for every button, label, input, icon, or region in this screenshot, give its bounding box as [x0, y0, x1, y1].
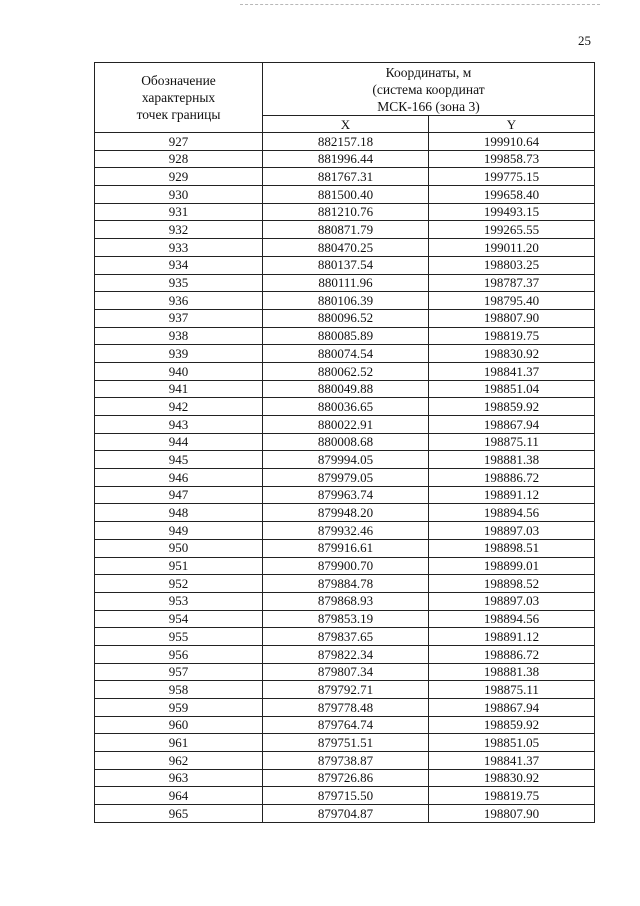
y-coordinate-cell: 198851.04	[429, 380, 595, 398]
table-row	[95, 663, 595, 681]
table-row	[95, 292, 595, 310]
table-row	[95, 752, 595, 770]
x-coordinate-cell: 882157.18	[263, 133, 429, 151]
point-number-cell: 959	[95, 699, 263, 717]
x-coordinate-cell: 880074.54	[263, 345, 429, 363]
table-row	[95, 734, 595, 752]
y-coordinate-cell: 198807.90	[429, 805, 595, 823]
table-row	[95, 486, 595, 504]
table-row	[95, 380, 595, 398]
y-coordinate-cell: 198881.38	[429, 663, 595, 681]
table-header	[95, 63, 595, 133]
table-row	[95, 575, 595, 593]
page-number: 25	[578, 33, 591, 48]
y-coordinate-cell: 198787.37	[429, 274, 595, 292]
y-coordinate-cell: 198795.40	[429, 292, 595, 310]
table-row	[95, 592, 595, 610]
y-coordinate-cell: 198830.92	[429, 345, 595, 363]
table-row	[95, 681, 595, 699]
point-number-cell: 954	[95, 610, 263, 628]
table-row	[95, 274, 595, 292]
x-coordinate-cell: 880049.88	[263, 380, 429, 398]
table-row	[95, 716, 595, 734]
point-number-cell: 935	[95, 274, 263, 292]
point-number-cell: 961	[95, 734, 263, 752]
point-number-cell: 940	[95, 362, 263, 380]
y-coordinate-cell: 198894.56	[429, 504, 595, 522]
x-coordinate-cell: 880062.52	[263, 362, 429, 380]
point-number-cell: 937	[95, 309, 263, 327]
table-row	[95, 221, 595, 239]
point-number-cell: 927	[95, 133, 263, 151]
y-coordinate-cell: 199011.20	[429, 239, 595, 257]
x-coordinate-cell: 879853.19	[263, 610, 429, 628]
point-number-cell: 932	[95, 221, 263, 239]
x-coordinate-cell: 879932.46	[263, 522, 429, 540]
point-number-cell: 950	[95, 539, 263, 557]
y-coordinate-cell: 199910.64	[429, 133, 595, 151]
table-row	[95, 699, 595, 717]
header-y: Y	[429, 116, 595, 133]
x-coordinate-cell: 879807.34	[263, 663, 429, 681]
point-number-cell: 947	[95, 486, 263, 504]
x-coordinate-cell: 879704.87	[263, 805, 429, 823]
point-number-cell: 944	[95, 433, 263, 451]
y-coordinate-cell: 198803.25	[429, 256, 595, 274]
point-number-cell: 945	[95, 451, 263, 469]
header-coords-line-2: (система координат	[372, 81, 485, 97]
table-row	[95, 539, 595, 557]
table-row	[95, 168, 595, 186]
point-number-cell: 958	[95, 681, 263, 699]
header-coords-line-1: Координаты, м	[385, 64, 472, 80]
y-coordinate-cell: 198897.03	[429, 522, 595, 540]
point-number-cell: 931	[95, 203, 263, 221]
x-coordinate-cell: 879948.20	[263, 504, 429, 522]
table-row	[95, 150, 595, 168]
table-row	[95, 645, 595, 663]
y-coordinate-cell: 198886.72	[429, 469, 595, 487]
point-number-cell: 946	[95, 469, 263, 487]
point-number-cell: 963	[95, 769, 263, 787]
point-number-cell: 955	[95, 628, 263, 646]
x-coordinate-cell: 879792.71	[263, 681, 429, 699]
point-number-cell: 952	[95, 575, 263, 593]
header-points-cell	[95, 63, 263, 133]
x-coordinate-cell: 879764.74	[263, 716, 429, 734]
x-coordinate-cell: 879837.65	[263, 628, 429, 646]
table-row	[95, 628, 595, 646]
y-coordinate-cell: 198894.56	[429, 610, 595, 628]
y-coordinate-cell: 198897.03	[429, 592, 595, 610]
header-coordinates-cell	[263, 63, 595, 116]
point-number-cell: 939	[95, 345, 263, 363]
table-row	[95, 451, 595, 469]
table-row	[95, 239, 595, 257]
table-row	[95, 186, 595, 204]
x-coordinate-cell: 881210.76	[263, 203, 429, 221]
x-coordinate-cell: 880137.54	[263, 256, 429, 274]
point-number-cell: 930	[95, 186, 263, 204]
table-row	[95, 787, 595, 805]
header-x: X	[263, 116, 429, 133]
x-coordinate-cell: 879900.70	[263, 557, 429, 575]
x-coordinate-cell: 881500.40	[263, 186, 429, 204]
table-row	[95, 610, 595, 628]
y-coordinate-cell: 198867.94	[429, 416, 595, 434]
x-coordinate-cell: 879916.61	[263, 539, 429, 557]
point-number-cell: 938	[95, 327, 263, 345]
table-row	[95, 256, 595, 274]
header-points-line-3: точек границы	[136, 107, 221, 122]
point-number-cell: 942	[95, 398, 263, 416]
table-row	[95, 362, 595, 380]
coordinates-table	[94, 62, 595, 823]
x-coordinate-cell: 879778.48	[263, 699, 429, 717]
header-coords-line-3: МСК-166 (зона 3)	[377, 98, 480, 114]
x-coordinate-cell: 880008.68	[263, 433, 429, 451]
y-coordinate-cell: 198867.94	[429, 699, 595, 717]
point-number-cell: 965	[95, 805, 263, 823]
x-coordinate-cell: 880111.96	[263, 274, 429, 292]
y-coordinate-cell: 198830.92	[429, 769, 595, 787]
point-number-cell: 957	[95, 663, 263, 681]
table-row	[95, 133, 595, 151]
x-coordinate-cell: 880085.89	[263, 327, 429, 345]
point-number-cell: 936	[95, 292, 263, 310]
y-coordinate-cell: 198898.51	[429, 539, 595, 557]
table-row	[95, 769, 595, 787]
x-coordinate-cell: 879715.50	[263, 787, 429, 805]
x-coordinate-cell: 879751.51	[263, 734, 429, 752]
y-coordinate-cell: 198859.92	[429, 398, 595, 416]
point-number-cell: 960	[95, 716, 263, 734]
table-row	[95, 416, 595, 434]
point-number-cell: 962	[95, 752, 263, 770]
y-coordinate-cell: 198891.12	[429, 486, 595, 504]
point-number-cell: 943	[95, 416, 263, 434]
header-points-line-2: характерных	[141, 90, 216, 105]
y-coordinate-cell: 198875.11	[429, 433, 595, 451]
table-body	[95, 133, 595, 823]
point-number-cell: 928	[95, 150, 263, 168]
y-coordinate-cell: 199493.15	[429, 203, 595, 221]
y-coordinate-cell: 198886.72	[429, 645, 595, 663]
x-coordinate-cell: 879738.87	[263, 752, 429, 770]
x-coordinate-cell: 879979.05	[263, 469, 429, 487]
y-coordinate-cell: 199658.40	[429, 186, 595, 204]
x-coordinate-cell: 879822.34	[263, 645, 429, 663]
table-row	[95, 309, 595, 327]
point-number-cell: 948	[95, 504, 263, 522]
y-coordinate-cell: 199858.73	[429, 150, 595, 168]
header-points-line-1: Обозначение	[141, 73, 216, 88]
table-row	[95, 469, 595, 487]
point-number-cell: 949	[95, 522, 263, 540]
y-coordinate-cell: 198851.05	[429, 734, 595, 752]
scan-top-edge	[240, 4, 600, 5]
table-row	[95, 345, 595, 363]
table-row	[95, 557, 595, 575]
x-coordinate-cell: 880096.52	[263, 309, 429, 327]
table-row	[95, 433, 595, 451]
y-coordinate-cell: 199265.55	[429, 221, 595, 239]
point-number-cell: 941	[95, 380, 263, 398]
x-coordinate-cell: 879994.05	[263, 451, 429, 469]
y-coordinate-cell: 199775.15	[429, 168, 595, 186]
table-row	[95, 398, 595, 416]
y-coordinate-cell: 198859.92	[429, 716, 595, 734]
y-coordinate-cell: 198898.52	[429, 575, 595, 593]
y-coordinate-cell: 198841.37	[429, 752, 595, 770]
point-number-cell: 951	[95, 557, 263, 575]
point-number-cell: 933	[95, 239, 263, 257]
point-number-cell: 929	[95, 168, 263, 186]
y-coordinate-cell: 198899.01	[429, 557, 595, 575]
table-row	[95, 504, 595, 522]
y-coordinate-cell: 198875.11	[429, 681, 595, 699]
x-coordinate-cell: 879868.93	[263, 592, 429, 610]
point-number-cell: 934	[95, 256, 263, 274]
y-coordinate-cell: 198819.75	[429, 327, 595, 345]
point-number-cell: 953	[95, 592, 263, 610]
y-coordinate-cell: 198881.38	[429, 451, 595, 469]
x-coordinate-cell: 879884.78	[263, 575, 429, 593]
x-coordinate-cell: 880871.79	[263, 221, 429, 239]
y-coordinate-cell: 198819.75	[429, 787, 595, 805]
x-coordinate-cell: 879963.74	[263, 486, 429, 504]
y-coordinate-cell: 198891.12	[429, 628, 595, 646]
table-row	[95, 522, 595, 540]
x-coordinate-cell: 880036.65	[263, 398, 429, 416]
point-number-cell: 956	[95, 645, 263, 663]
x-coordinate-cell: 879726.86	[263, 769, 429, 787]
x-coordinate-cell: 881996.44	[263, 150, 429, 168]
x-coordinate-cell: 881767.31	[263, 168, 429, 186]
y-coordinate-cell: 198841.37	[429, 362, 595, 380]
table-row	[95, 327, 595, 345]
x-coordinate-cell: 880470.25	[263, 239, 429, 257]
table-row	[95, 805, 595, 823]
x-coordinate-cell: 880106.39	[263, 292, 429, 310]
y-coordinate-cell: 198807.90	[429, 309, 595, 327]
table-row	[95, 203, 595, 221]
point-number-cell: 964	[95, 787, 263, 805]
x-coordinate-cell: 880022.91	[263, 416, 429, 434]
